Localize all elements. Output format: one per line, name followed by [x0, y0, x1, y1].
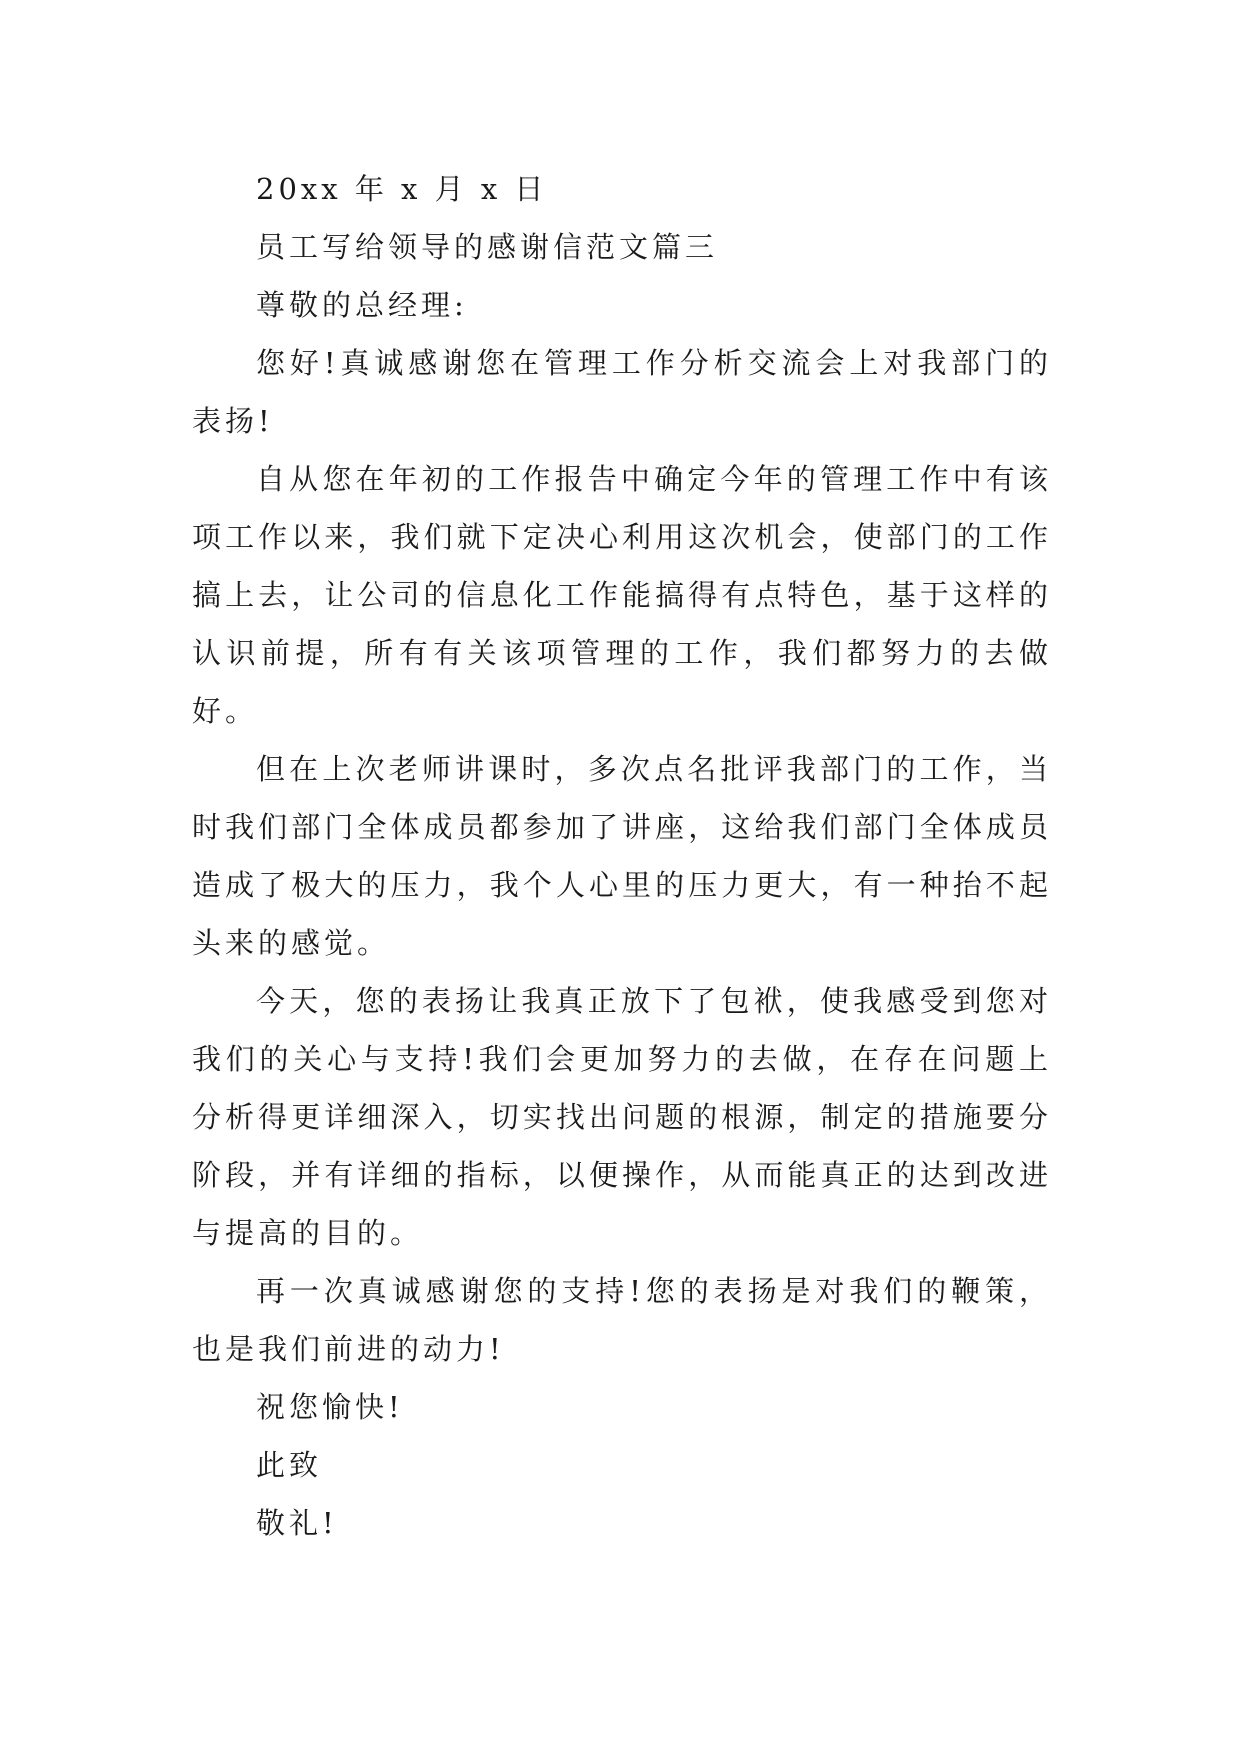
- letter-heading: 员工写给领导的感谢信范文篇三: [256, 230, 719, 264]
- paragraph-1: 您好!真诚感谢您在管理工作分析交流会上对我部门的表扬!: [192, 346, 1052, 438]
- paragraph-5: 再一次真诚感谢您的支持!您的表扬是对我们的鞭策，也是我们前进的动力!: [192, 1274, 1052, 1366]
- letter-salutation: 尊敬的总经理:: [256, 288, 468, 322]
- paragraph-4: 今天，您的表扬让我真正放下了包袱，使我感受到您对我们的关心与支持!我们会更加努力的去做，在存在问题上分析得更详细深入，切实找出问题的根源，制定的措施要分阶段，并有详细的指标，以便操作，从而能真正的达到改进与提高的目的。: [192, 984, 1052, 1250]
- letter-date: 20xx 年 x 月 x 日: [256, 172, 548, 206]
- letter-closing-1: 此致: [256, 1448, 323, 1482]
- paragraph-3: 但在上次老师讲课时，多次点名批评我部门的工作，当时我们部门全体成员都参加了讲座，这给我们部门全体成员造成了极大的压力，我个人心里的压力更大，有一种抬不起头来的感觉。: [192, 752, 1052, 960]
- letter-closing-2: 敬礼!: [256, 1506, 338, 1540]
- paragraph-2: 自从您在年初的工作报告中确定今年的管理工作中有该项工作以来，我们就下定决心利用这次机会，使部门的工作搞上去，让公司的信息化工作能搞得有点特色，基于这样的认识前提，所有有关该项管理的工作，我们都努力的去做好。: [192, 462, 1052, 728]
- letter-wish: 祝您愉快!: [256, 1390, 404, 1424]
- letter-body: [192, 160, 1052, 1552]
